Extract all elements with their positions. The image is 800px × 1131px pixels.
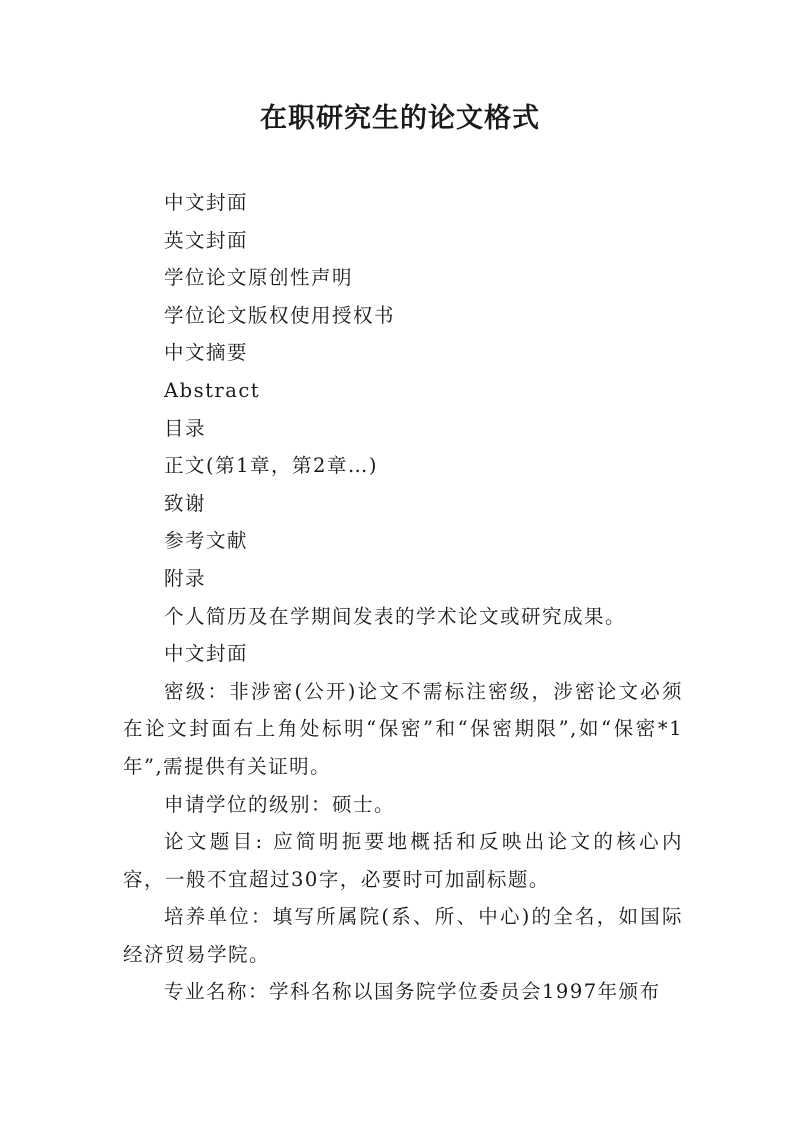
paragraph-15: 申请学位的级别：硕士。 xyxy=(164,792,396,816)
paragraph-7: 目录 xyxy=(164,416,207,440)
paragraph-17: 培养单位：填写所属院(系、所、中心)的全名，如国际经济贸易学院。 xyxy=(123,905,683,966)
paragraph-18: 专业名称：学科名称以国务院学位委员会1997年颁布 xyxy=(164,980,661,1004)
paragraph-3: 学位论文原创性声明 xyxy=(164,266,354,290)
paragraph-9: 致谢 xyxy=(164,491,207,515)
paragraph-6: Abstract xyxy=(164,378,261,402)
paragraph-14: 密级：非涉密(公开)论文不需标注密级，涉密论文必须在论文封面右上角处标明“保密”和“保密期限”,如“保密*1年”,需提供有关证明。 xyxy=(123,679,683,778)
paragraph-13: 中文封面 xyxy=(164,642,249,666)
document-title: 在职研究生的论文格式 xyxy=(260,103,540,134)
paragraph-1: 中文封面 xyxy=(164,191,249,214)
paragraph-16: 论文题目: 应简明扼要地概括和反映出论文的核心内容，一般不宜超过30字，必要时可加副标题。 xyxy=(123,830,683,891)
paragraph-12: 个人简历及在学期间发表的学术论文或研究成果。 xyxy=(164,604,627,628)
paragraph-8: 正文(第1章，第2章…) xyxy=(164,454,379,478)
paragraph-5: 中文摘要 xyxy=(164,341,249,365)
paragraph-11: 附录 xyxy=(164,566,207,590)
paragraph-10: 参考文献 xyxy=(164,529,249,553)
paragraph-2: 英文封面 xyxy=(164,228,249,252)
document-body xyxy=(123,184,683,1011)
paragraph-4: 学位论文版权使用授权书 xyxy=(164,303,396,327)
